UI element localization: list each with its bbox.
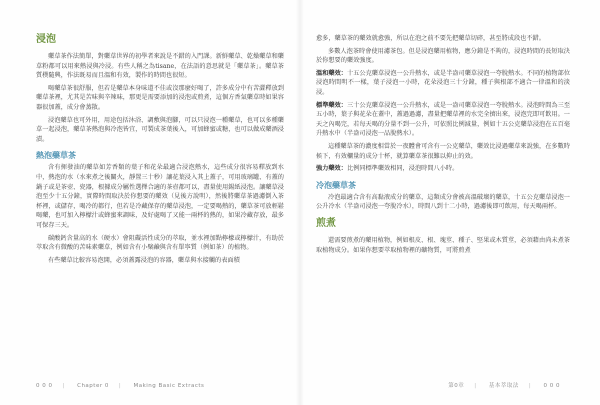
right-page	[300, 0, 600, 405]
paragraph: 多數人泡茶時會使用濾茶包。但是浸泡藥用植物，應分鐘是不夠的，浸泡時間的長短取決於你想要的藥效強度。	[316, 47, 570, 65]
subsection-title-hot-infusion: 熱泡藥草茶	[36, 150, 76, 161]
paragraph: 浸泡藥草也可外用，用途包括沐浴、調敷與泡腳，可以只浸泡一種藥草，也可以多種藥草一起浸泡，藥草茶熱泡與冷泡皆宜，可製成茶葉後入，可加蜂蜜或糖，也可以做成藥酒浸漬。	[36, 116, 284, 143]
paragraph: 愈多，藥草茶的藥效就愈強，所以在泡之前不要先把藥草切碎，甚至將成段也不錯。	[316, 35, 545, 42]
term-standard-strength	[316, 101, 570, 139]
term-strong-strength	[316, 164, 570, 174]
left-footer: 0 0 0 | Chapter 0 | Making Basic Extracts	[36, 383, 205, 389]
paragraph: 碳酸鈣含量高的水（硬水）會阻礙活性成分的萃取，並水裡加點檸檬或檸檬汁，有助於萃取含有微酸的苦味素藥草，例如含有小檗鹼與含有單寧質（例如茶）的植物。	[36, 234, 284, 252]
page-number: 0 0 0	[543, 383, 560, 389]
paragraph: 還需要煎煮的藥用植物，例如根皮、根、塊莖、種子、堅果或木質莖，必須藉由尚未煮茶取植物成分。如果你想要萃取植物裡的礦物質，可將煎煮	[316, 236, 570, 254]
running-title: 基本萃取法	[488, 383, 519, 389]
right-footer: 第0章 | 基本萃取法 | 0 0 0	[448, 383, 560, 389]
running-title: Making Basic Extracts	[133, 383, 205, 389]
paragraph: 有些藥草比較容易泡開，必須蓋露浸泡的容器，藥草與水接觸的表面積	[48, 256, 240, 264]
paragraph: 含有揮發油的藥草如芳香類的葉子和花朵最適合浸泡熱水，這些成分很容易釋放到水中，熱泡的水（水來煮之後關火，靜置三十秒）讓花葉浸入其上蓋子，可用玻璃罐、有蓋的鍋子或是茶壺、瓷器，根據成分屬性選擇合適的茶壺都可以，盡量使用錫紙浸泡。讓藥草浸泡至少十五分鐘，實際時間取決於你想要的藥效（見後方說明），然後將藥草茶過濾倒入茶杯裡，或儲存，喝冷的都行，但若是冷藏保存的藥草浸泡，一定要喝熱的，藥草茶可放輕鬆喝藥，也可加入檸檬汁或蜂蜜來調味，及好處喝了又能一兩杯的熱的，如果冷藏存放，最多可保存三天。	[36, 164, 284, 229]
term-mild-strength	[316, 69, 570, 98]
term-text: 十五公克藥草浸泡一公升熱水，或是半盎司藥草浸泡一夸脫熱水。不同的植物部位浸泡時間明不一樣，葉子浸泡一小時，花朵浸泡三十分鐘，種子與根部不適合一律溫和的淡浸。	[316, 69, 571, 96]
page-number: 0 0 0	[36, 383, 53, 389]
chapter-label: 第0章	[448, 383, 465, 389]
chapter-label: Chapter 0	[77, 383, 109, 389]
term-label: 強力藥效：	[316, 165, 347, 173]
section-title-decoction: 煎煮	[316, 217, 336, 229]
paragraph: 冷泡最適合含有高黏液成分的藥草，這類成分會被高溫破壞的藥草，十五公克藥草浸泡一公升冷水（半盎司浸泡一夸脫冷水），時間八到十二小時，過濾後即可飲用，每天喝兩杯。	[316, 193, 570, 211]
paragraph: 這種藥草茶的濃度相當於一夜體會可含有一公克藥草，藥效比浸過藥草來說強，在多數時候下，有效欄量的成分十杯，就算藥草茶很難以抑止的效。	[316, 142, 570, 160]
paragraph: 喝藥草茶很舒服，但若是藥草本身味道不佳或沒那麼好喝了，許多成分中有苦澀釋放到藥草茶裡，尤其是苦味與辛辣味，那更是需要添加的浸泡或煎煮，這個方香氣藥草時如果容器很加蓋，成分會蒸散。	[36, 84, 284, 111]
paragraph: 藥草茶作法簡單，對藥草世界的初學者來說是不錯的入門課。新鮮藥草、乾燥藥草和藥草粉都可以用來熱浸與冷浸。有些人稱之為tisane，在法語的意思就是「藥草茶」。藥草茶質樸隨興，作法既易而且溫和有效，製作的時間也很短。	[36, 53, 284, 80]
term-label: 溫和藥效：	[316, 69, 347, 77]
term-label: 標準藥效：	[316, 101, 347, 109]
term-text: 三十公克藥草浸泡一公升熱水，或是一盎司藥草浸泡一夸脫熱水。浸泡時間為三至五小時，葉子與花朵在蓋中，蓋過過濾，盡量把藥草裡的水完全擠出來，浸泡完即可飲用。一天之內喝完，若每天喝的分量不到一公升，可依照比例減量，例如十五公克藥草浸泡在五百毫升熱水中（半盎司浸泡一品脫熱水）。	[316, 101, 571, 138]
term-text: 比例同標準藥效相同，浸泡時間八小時。	[346, 165, 459, 173]
section-title-infusion: 浸泡	[36, 34, 56, 45]
subsection-title-cold-infusion: 冷泡藥草茶	[316, 179, 356, 190]
